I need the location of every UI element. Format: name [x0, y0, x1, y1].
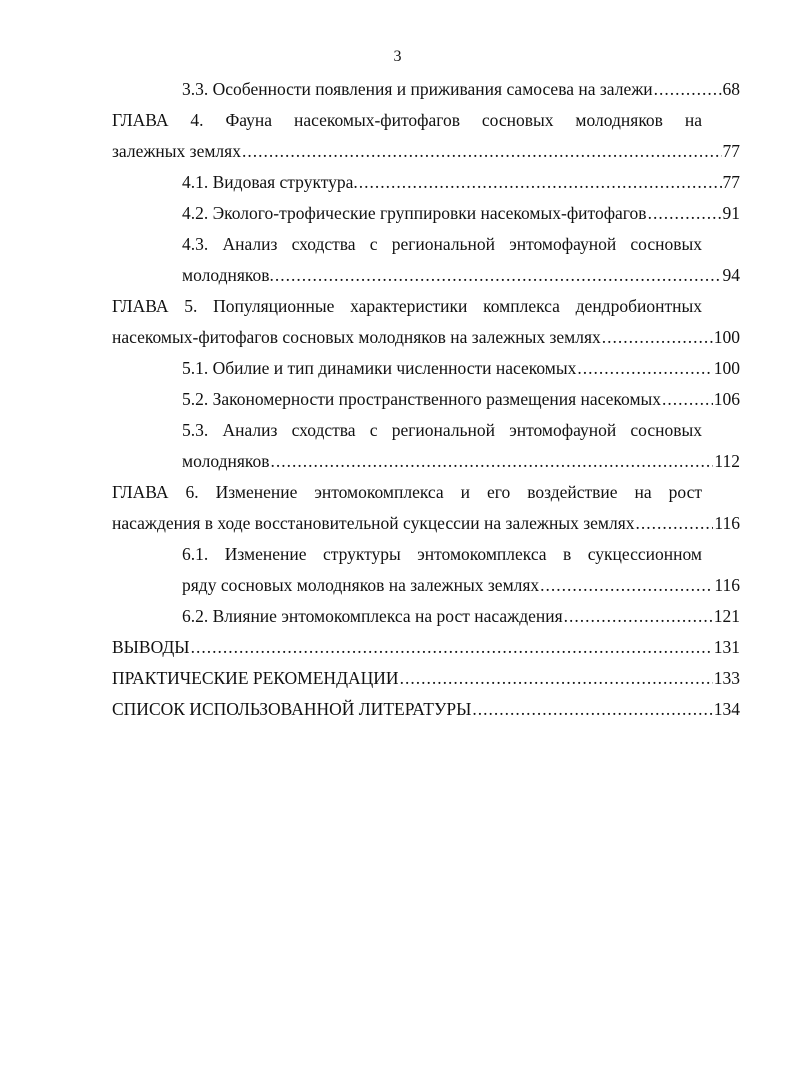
toc-entry-title: залежных землях: [112, 141, 241, 161]
toc-entry-title: 3.3. Особенности появления и приживания самосева на залежи: [182, 79, 653, 99]
dot-leader: [636, 508, 714, 539]
toc-entry-title: ГЛАВА 5. Популяционные характеристики комплекса дендробионтных: [112, 296, 702, 316]
toc-entry-title: ряду сосновых молодняков на залежных землях: [182, 575, 540, 595]
toc-entry[interactable]: [112, 539, 740, 601]
page-number: 3: [393, 48, 402, 65]
toc-entry[interactable]: [112, 291, 740, 353]
toc-entry[interactable]: [112, 198, 740, 229]
toc-entry[interactable]: [112, 353, 740, 384]
dot-leader: [191, 632, 713, 663]
toc-page-number: 68: [722, 79, 740, 99]
dot-leader: [662, 384, 713, 415]
toc-entry-title: молодняков.: [182, 265, 274, 285]
dot-leader: [654, 74, 722, 105]
toc-entry-title: 6.2. Влияние энтомокомплекса на рост насаждения: [182, 606, 563, 626]
toc-entry[interactable]: [112, 384, 740, 415]
toc-entry-title: насекомых-фитофагов сосновых молодняков на залежных землях: [112, 327, 601, 347]
toc-entry-title: ГЛАВА 6. Изменение энтомокомплекса и его воздействие на рост: [112, 482, 702, 502]
dot-leader: [400, 663, 713, 694]
toc-entry-title: 5.3. Анализ сходства с региональной энтомофауной сосновых: [182, 420, 702, 440]
toc-entry-title: ГЛАВА 4. Фауна насекомых-фитофагов сосновых молодняков на: [112, 110, 702, 130]
dot-leader: [648, 198, 722, 229]
toc-entry-title: 4.2. Эколого-трофические группировки насекомых-фитофагов: [182, 203, 647, 223]
toc-entry-title: молодняков: [182, 451, 270, 471]
dot-leader: [359, 167, 722, 198]
dot-leader: [271, 446, 714, 477]
table-of-contents: [112, 74, 740, 725]
toc-entry-title: ПРАКТИЧЕСКИЕ РЕКОМЕНДАЦИИ: [112, 668, 399, 688]
toc-entry[interactable]: [112, 477, 740, 539]
dot-leader: [577, 353, 712, 384]
dot-leader: [564, 601, 713, 632]
toc-entry-title: насаждения в ходе восстановительной сукцессии на залежных землях: [112, 513, 635, 533]
toc-page-number: 91: [722, 203, 740, 223]
dot-leader: [602, 322, 713, 353]
toc-entry-title: 6.1. Изменение структуры энтомокомплекса в сукцессионном: [182, 544, 702, 564]
toc-page-number: 77: [722, 141, 740, 161]
toc-page-number: 100: [713, 358, 740, 378]
toc-page-number: 100: [713, 327, 740, 347]
toc-page-number: 133: [713, 668, 740, 688]
toc-page-number: 134: [713, 699, 740, 719]
toc-page-number: 94: [722, 265, 740, 285]
dot-leader: [242, 136, 722, 167]
toc-entry-title: 4.3. Анализ сходства с региональной энтомофауной сосновых: [182, 234, 702, 254]
toc-page-number: 121: [713, 606, 740, 626]
dot-leader: [540, 570, 713, 601]
toc-entry[interactable]: [112, 663, 740, 694]
toc-page-number: 116: [714, 575, 740, 595]
toc-page-number: 116: [714, 513, 740, 533]
toc-entry-title: 5.1. Обилие и тип динамики численности насекомых: [182, 358, 577, 378]
dot-leader: [275, 260, 722, 291]
toc-page-number: 112: [714, 451, 740, 471]
toc-entry[interactable]: [112, 694, 740, 725]
toc-entry[interactable]: [112, 601, 740, 632]
toc-page-number: 106: [713, 389, 740, 409]
toc-entry-title: 5.2. Закономерности пространственного размещения насекомых: [182, 389, 662, 409]
dot-leader: [472, 694, 712, 725]
toc-page-number: 77: [722, 172, 740, 192]
toc-page-number: 131: [713, 637, 740, 657]
toc-entry-title: 4.1. Видовая структура.: [182, 172, 358, 192]
toc-entry[interactable]: [112, 632, 740, 663]
toc-entry-title: СПИСОК ИСПОЛЬЗОВАННОЙ ЛИТЕРАТУРЫ: [112, 699, 472, 719]
toc-entry[interactable]: [112, 415, 740, 477]
toc-entry[interactable]: [112, 167, 740, 198]
toc-entry[interactable]: [112, 105, 740, 167]
toc-entry-title: ВЫВОДЫ: [112, 637, 190, 657]
toc-entry[interactable]: [112, 229, 740, 291]
toc-entry[interactable]: [112, 74, 740, 105]
